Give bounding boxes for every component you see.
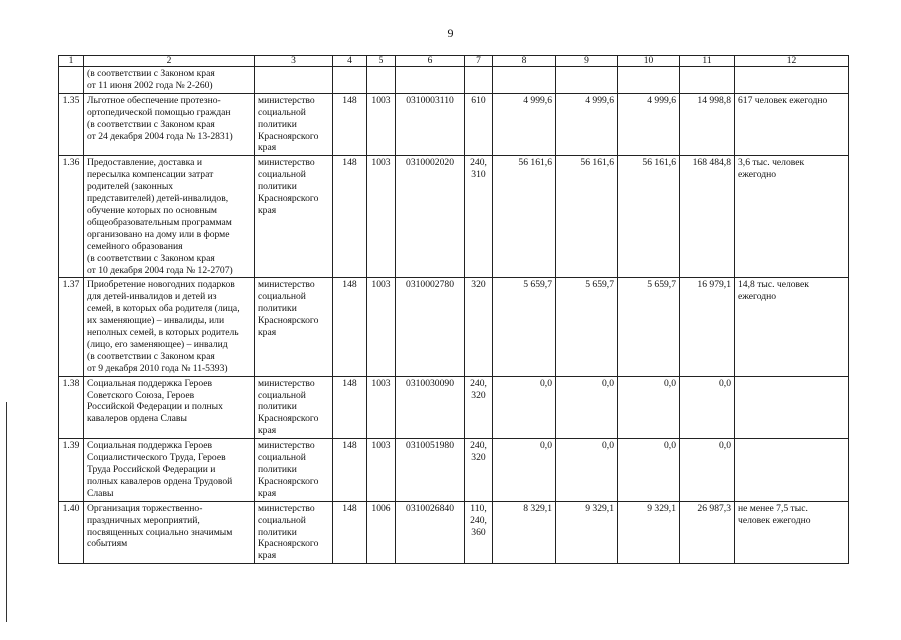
gryadu-code: 148 (333, 376, 367, 439)
gryadu-code: 148 (333, 501, 367, 564)
margin-rule (6, 402, 7, 622)
table-body (59, 56, 849, 564)
section-code: 1003 (367, 376, 396, 439)
executor: министерство социальной политики Красноярского края (255, 501, 333, 564)
target-article-code: 0310002020 (396, 156, 465, 278)
executor (255, 67, 333, 94)
amount-year-2: 4 999,6 (556, 93, 618, 156)
amount-year-3: 4 999,6 (618, 93, 680, 156)
amount-year-1: 8 329,1 (493, 501, 556, 564)
column-number: 5 (367, 56, 396, 67)
expense-type-code: 240, 320 (465, 376, 493, 439)
target-article-code (396, 67, 465, 94)
table-row (59, 278, 849, 376)
row-number: 1.36 (59, 156, 84, 278)
amount-total: 14 998,8 (680, 93, 735, 156)
page-number: 9 (447, 26, 454, 40)
expected-result (735, 439, 849, 502)
expected-result: 3,6 тыс. человек ежегодно (735, 156, 849, 278)
column-number: 9 (556, 56, 618, 67)
executor: министерство социальной политики Красноярского края (255, 278, 333, 376)
measure-description: Предоставление, доставка и пересылка компенсации затрат родителей (законных представителей) детей-инвалидов, обучение которых по основным общеобразовательным программам организовано на дому или в форме семейного образования (в соответствии с Законом края от 10 декабря 2004 года № 12-2707) (84, 156, 255, 278)
row-number (59, 67, 84, 94)
measure-description: (в соответствии с Законом края от 11 июня 2002 года № 2-260) (84, 67, 255, 94)
table-row (59, 156, 849, 278)
column-number: 11 (680, 56, 735, 67)
column-number: 12 (735, 56, 849, 67)
section-code: 1003 (367, 439, 396, 502)
amount-total (680, 67, 735, 94)
gryadu-code: 148 (333, 439, 367, 502)
amount-total: 168 484,8 (680, 156, 735, 278)
measure-description: Приобретение новогодних подарков для детей-инвалидов и детей из семей, в которых оба родителя (лица, их заменяющие) – инвалиды, или неполных семей, в которых родитель (лицо, его заменяющее) – инвалид (в соответствии с Законом края от 9 декабря 2010 года № 11-5393) (84, 278, 255, 376)
amount-year-1: 4 999,6 (493, 93, 556, 156)
executor: министерство социальной политики Красноярского края (255, 439, 333, 502)
row-number: 1.38 (59, 376, 84, 439)
executor: министерство социальной политики Красноярского края (255, 93, 333, 156)
gryadu-code: 148 (333, 93, 367, 156)
target-article-code: 0310051980 (396, 439, 465, 502)
section-code: 1006 (367, 501, 396, 564)
table-row (59, 376, 849, 439)
amount-year-3: 5 659,7 (618, 278, 680, 376)
amount-year-3 (618, 67, 680, 94)
expense-type-code: 240, 320 (465, 439, 493, 502)
amount-year-2: 9 329,1 (556, 501, 618, 564)
column-number: 3 (255, 56, 333, 67)
column-number: 2 (84, 56, 255, 67)
amount-year-1: 0,0 (493, 439, 556, 502)
section-code (367, 67, 396, 94)
gryadu-code: 148 (333, 278, 367, 376)
amount-year-2: 5 659,7 (556, 278, 618, 376)
measure-description: Организация торжественно- праздничных мероприятий, посвященных социально значимым событиям (84, 501, 255, 564)
amount-year-1: 5 659,7 (493, 278, 556, 376)
expense-type-code: 320 (465, 278, 493, 376)
measure-description: Льготное обеспечение протезно- ортопедической помощью граждан (в соответствии с Законом края от 24 декабря 2004 года № 13-2831) (84, 93, 255, 156)
target-article-code: 0310003110 (396, 93, 465, 156)
column-number: 8 (493, 56, 556, 67)
executor: министерство социальной политики Красноярского края (255, 156, 333, 278)
expense-type-code: 110, 240, 360 (465, 501, 493, 564)
column-number-row (59, 56, 849, 67)
amount-year-2: 0,0 (556, 376, 618, 439)
expected-result: 14,8 тыс. человек ежегодно (735, 278, 849, 376)
target-article-code: 0310002780 (396, 278, 465, 376)
row-number: 1.39 (59, 439, 84, 502)
expense-type-code (465, 67, 493, 94)
expected-result (735, 67, 849, 94)
gryadu-code: 148 (333, 156, 367, 278)
amount-total: 16 979,1 (680, 278, 735, 376)
column-number: 6 (396, 56, 465, 67)
table-row (59, 67, 849, 94)
amount-year-2: 0,0 (556, 439, 618, 502)
amount-year-3: 0,0 (618, 439, 680, 502)
column-number: 1 (59, 56, 84, 67)
expected-result: не менее 7,5 тыс. человек ежегодно (735, 501, 849, 564)
program-table (58, 55, 849, 564)
amount-year-3: 9 329,1 (618, 501, 680, 564)
amount-year-3: 56 161,6 (618, 156, 680, 278)
section-code: 1003 (367, 93, 396, 156)
table-row (59, 501, 849, 564)
column-number: 10 (618, 56, 680, 67)
expected-result (735, 376, 849, 439)
column-number: 7 (465, 56, 493, 67)
row-number: 1.37 (59, 278, 84, 376)
amount-total: 0,0 (680, 376, 735, 439)
amount-total: 0,0 (680, 439, 735, 502)
expected-result: 617 человек ежегодно (735, 93, 849, 156)
section-code: 1003 (367, 156, 396, 278)
amount-year-2 (556, 67, 618, 94)
row-number: 1.35 (59, 93, 84, 156)
expense-type-code: 240, 310 (465, 156, 493, 278)
executor: министерство социальной политики Красноярского края (255, 376, 333, 439)
table-row (59, 439, 849, 502)
row-number: 1.40 (59, 501, 84, 564)
amount-year-1: 56 161,6 (493, 156, 556, 278)
table-row (59, 93, 849, 156)
amount-year-2: 56 161,6 (556, 156, 618, 278)
column-number: 4 (333, 56, 367, 67)
target-article-code: 0310026840 (396, 501, 465, 564)
amount-total: 26 987,3 (680, 501, 735, 564)
measure-description: Социальная поддержка Героев Советского Союза, Героев Российской Федерации и полных кавалеров ордена Славы (84, 376, 255, 439)
amount-year-1: 0,0 (493, 376, 556, 439)
target-article-code: 0310030090 (396, 376, 465, 439)
amount-year-3: 0,0 (618, 376, 680, 439)
expense-type-code: 610 (465, 93, 493, 156)
measure-description: Социальная поддержка Героев Социалистического Труда, Героев Труда Российской Федерации и полных кавалеров ордена Трудовой Славы (84, 439, 255, 502)
section-code: 1003 (367, 278, 396, 376)
amount-year-1 (493, 67, 556, 94)
gryadu-code (333, 67, 367, 94)
